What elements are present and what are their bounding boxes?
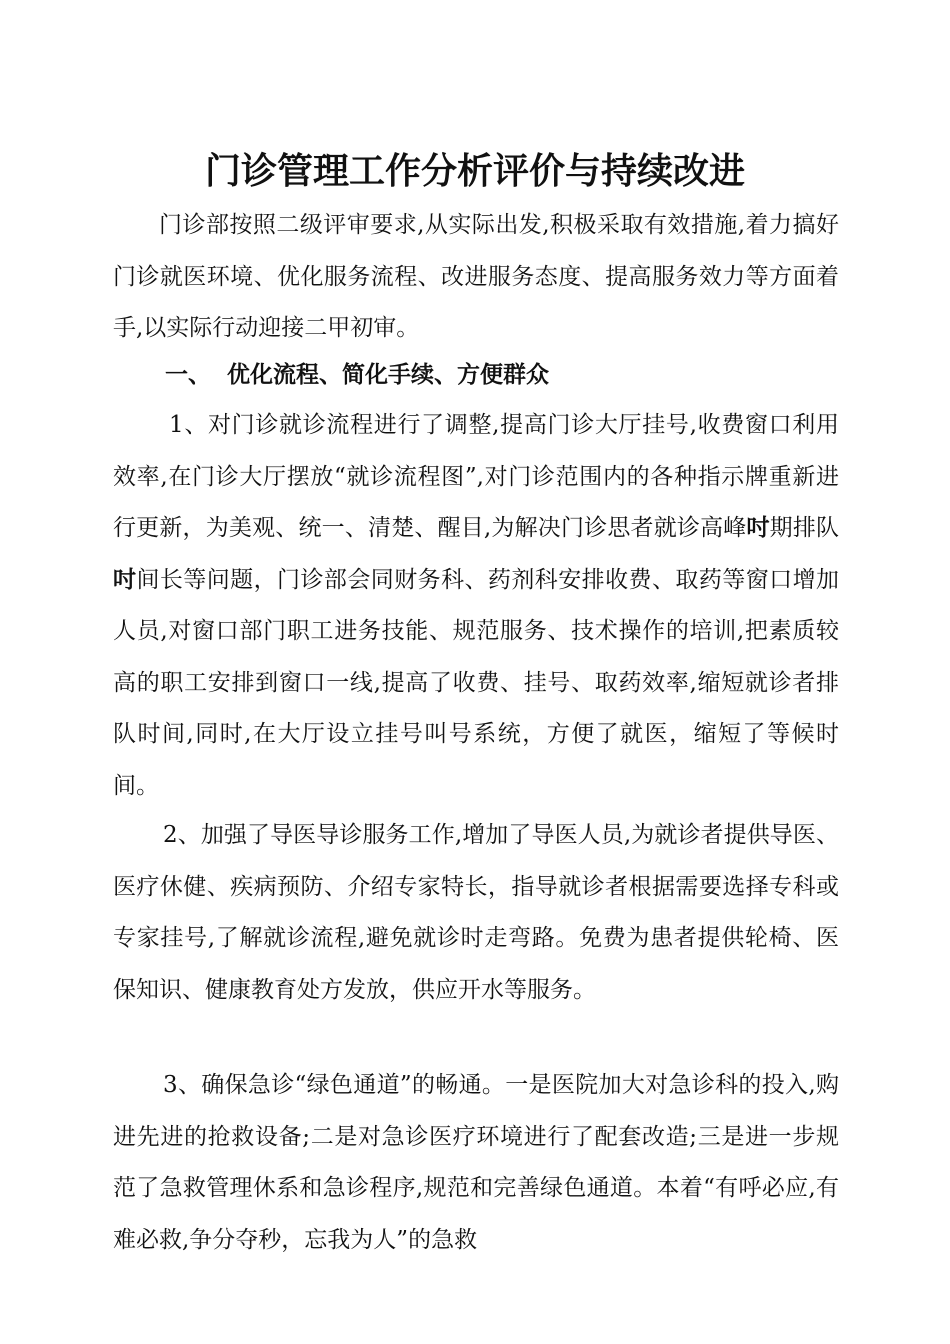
item-1-bold-char-1: 吋 xyxy=(746,515,770,541)
document-title: 门诊管理工作分析评价与持续改进 xyxy=(204,150,745,192)
item-2-paragraph: 2、加强了导医导诊服务工作,增加了导医人员,为就诊者提供导医、医疗休健、疾病预防、介绍专家特长，指导就诊者根据需要选择专科或专家挂号,了解就诊流程,避免就诊时走弯路。免费为患者提供轮椅、医保知识、健康教育处方发放，供应开水等服务。 xyxy=(113,822,839,1003)
intro-paragraph: 门诊部按照二级评审要求,从实际出发,积极采取有效措施,着力搞好门诊就医环境、优化服务流程、改进服务态度、提高服务效力等方面着手,以实际行动迎接二甲初审。 xyxy=(113,212,839,341)
item-1-text-a: 1、对门诊就诊流程进行了调整,提高门诊大厅挂号,收费窗口利用效率,在门诊大厅摆放“就诊流程图”,对门诊范围内的各种指示牌重新进行更新，为美观、统一、清楚、醒目,为解决门诊思者就诊高峰 xyxy=(113,412,839,541)
item-1-bold-char-2: 吋 xyxy=(113,566,137,593)
section-heading: 一、 优化流程、简化手续、方便群众 xyxy=(165,362,550,388)
item-1-text-b: 期排队 xyxy=(769,515,840,541)
item-1-paragraph xyxy=(113,400,839,812)
item-3-paragraph: 3、确保急诊“绿色通道”的畅通。一是医院加大对急诊科的投入,购进先进的抢救设备;二是对急诊医疗环境进行了配套改造;三是进一步规范了急救管理休系和急诊程序,规范和完善绿色通道。本着“有呼必应,有难必救,争分夺秒，忘我为人”的急救 xyxy=(113,1072,839,1253)
item-1-text-c: 间长等问题，门诊部会同财务科、药剂科安排收费、取药等窗口增加人员,对窗口部门职工进务技能、规范服务、技术操作的培训,把素质较高的职工安排到窗口一线,提高了收费、挂号、取药效率,缩短就诊者排队时间,同时,在大厅设立挂号叫号系统，方便了就医，缩短了等候时间。 xyxy=(113,566,840,799)
